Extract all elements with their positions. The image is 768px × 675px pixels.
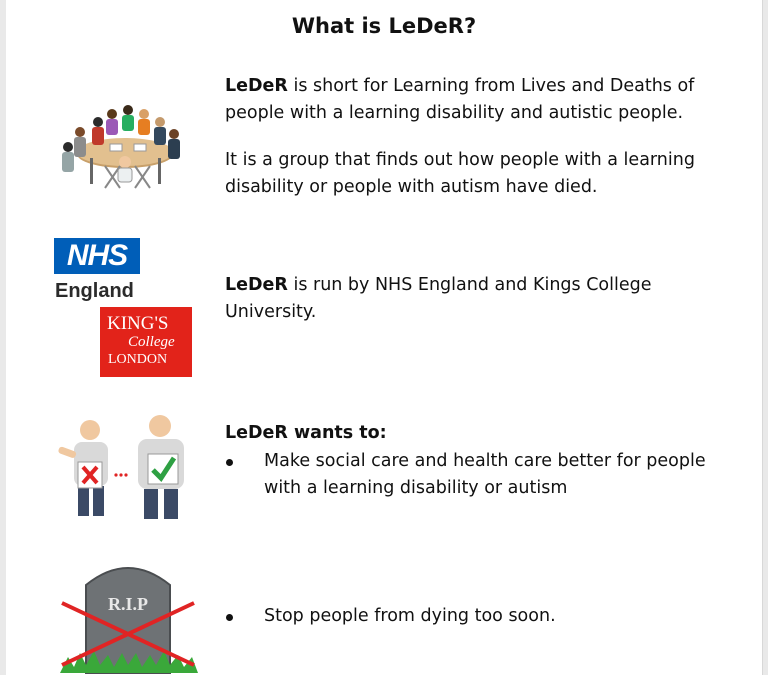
page-title: What is LeDeR? — [291, 14, 477, 38]
kings-college-london-logo — [100, 307, 192, 377]
wants-heading: LeDeR wants to: — [225, 423, 387, 443]
list-item — [226, 448, 746, 508]
grave-text: R.I.P — [108, 594, 148, 614]
run-by-paragraph — [225, 272, 745, 326]
wrong-right-people-icon — [52, 410, 202, 522]
bullet-dot — [226, 459, 233, 466]
nhs-logo-box: NHS — [54, 238, 140, 274]
bullet-text: Make social care and health care better for people with a learning disability or autism — [264, 451, 706, 498]
crossed-out-gravestone-icon — [56, 555, 201, 675]
meeting-table-icon — [50, 92, 200, 192]
nhs-region-label: England — [55, 280, 134, 302]
nhs-england-logo — [54, 238, 154, 308]
bullet-dot — [226, 614, 233, 621]
kcl-line3: LONDON — [108, 352, 168, 367]
intro-paragraph — [225, 73, 745, 127]
kcl-line1: KING'S — [107, 313, 169, 334]
leder-bold: LeDeR — [225, 76, 288, 96]
bullet-text: Stop people from dying too soon. — [264, 606, 556, 626]
kcl-line2: College — [128, 334, 175, 350]
leder-bold-2: LeDeR — [225, 275, 288, 295]
run-by-text: is run by NHS England and Kings College University. — [225, 275, 652, 322]
document-page — [6, 0, 763, 675]
intro-text: is short for Learning from Lives and Deaths of people with a learning disability and autistic people. — [225, 76, 695, 123]
group-paragraph: It is a group that finds out how people with a learning disability or people with autism have died. — [225, 150, 695, 197]
list-item — [226, 603, 746, 633]
